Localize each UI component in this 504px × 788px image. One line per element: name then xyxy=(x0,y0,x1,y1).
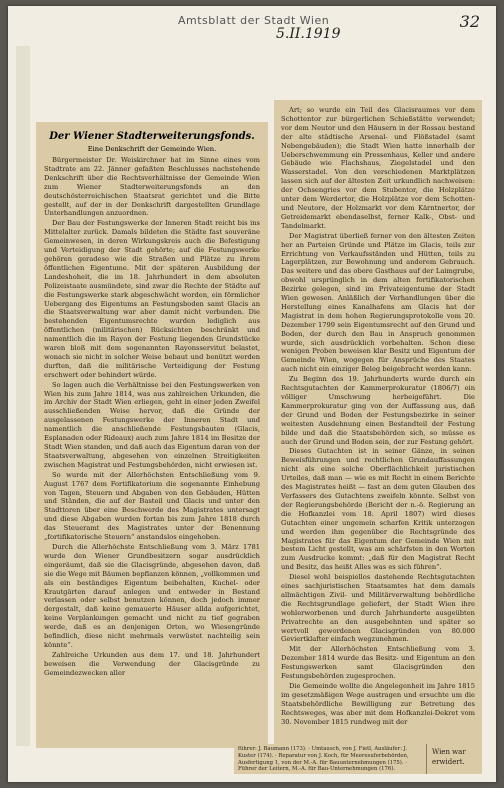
footnote-block xyxy=(234,744,482,774)
footnote-divider xyxy=(426,744,427,774)
paragraph: So lagen auch die Verhältnisse bei den Festungswerken von Wien bis zum Jahre 1814, was aus zahlreichen Urkunden, die im Archiv der Stadt Wien erliegen, geht in einer jeden Zweifel ausschließenden Weise hervor, daß die Gründe der ausgelassenen Festungswerke der Inneren Stadt und namentlich die anschließende Festungsbauten (Glacis, Esplanaden oder Rideaux) auch zum Jahre 1814 im Besitze der Stadt Wien standen, und daß auch das Eigentum daran von der Staatsverwaltung, abgesehen von einzelnen Streitigkeiten zwischen Magistrat und Festungsbehörden, nicht erwiesen ist. xyxy=(44,380,260,469)
paragraph: Mit der Allerhöchsten Entschließung vom 3. Dezember 1814 wurde das Besitz- und Eigentum an den Festungswerken samt Glacisgründen den Festungsbehörden zugesprochen. xyxy=(281,645,475,681)
article-title: Der Wiener Stadterweiterungsfonds. xyxy=(49,131,255,142)
paragraph: Die Gemeinde wollte die Angelegenheit im Jahre 1815 im gesetzmäßigen Wege austragen und ersuchte um die Staatsbehördliche Bewilligung zur Betretung des Rechtsweges, was aber mit dem Hofkanzlei-Dekret vom 30. November 1815 rundweg mit der xyxy=(281,682,475,726)
paper-margin xyxy=(16,46,30,746)
publication-header: Amtsblatt der Stadt Wien xyxy=(178,14,330,27)
article-body-left xyxy=(44,156,260,678)
paragraph: Dieses Gutachten ist in seiner Gänze, in seinen Beweisführungen und rechtlichen Grundauffassungen nicht als eine solche Oberflächlichkeit juristischen Urteiles, daß man — wie es mit Recht in einem Berichte des Magistrates heißt — fast an dem guten Glauben des Verfassers des Gutachtens zweifeln könnte. Selbst von der Regierungsbehörde (Bericht der n.-ö. Regierung an die Hofkanzlei vom 18. April 1807) wird dieses Gutachten einer ungemein scharfen Kritik unterzogen und werden ihm gegenüber die Rechtsgründe des Magistrates für das Eigentum der Gemeinde Wien mit bestem Licht gestellt, was am schärfsten in den Worten zum Ausdrucke kommt: „daß für den Magistrat Recht und Besitz, das heißt Alles was es sich führen“. xyxy=(281,447,475,572)
page-number: 32 xyxy=(459,12,480,31)
footnote-text: führer: J. Baumann (173). · Umtausch, von J. Fietl, Ausläufer: J. Kuster (174). · Reparatur von J. Koch, für Meeresuferbehörden, Ausfertigung 1, von der M.-A. für Bauunternehmungen (175). · Führer der Leitern, M.-A. für Bau-Unternehmungen (176). xyxy=(238,746,409,773)
footnote-continuation: Wien war erwidert. xyxy=(432,748,466,766)
article-subtitle: Eine Denkschrift der Gemeinde Wien. xyxy=(87,145,217,153)
paragraph: Zahlreiche Urkunden aus dem 17. und 18. Jahrhundert beweisen die Verwendung der Glacisgründe zu Gemeindezwecken aller xyxy=(44,650,260,677)
paragraph: Der Magistrat überließ ferner von den ältesten Zeiten her an Parteien Gründe und Plätze im Glacis, teils zur Errichtung von Verkaufsständen und Hütten, teils zu Lagerplätzen, zur Bewohnung und anderem Gebrauch. Das weitere und das obere Gasthaus auf der Laimgrube, obwohl ursprünglich in dem alten fortifikatorischen Bezirke gelegen, sind im Privateigentume der Stadt Wien gewesen. Anläßlich der Verhandlungen über die Herstellung eines Kanalhafens am Glacis hat der Magistrat in dem hohen Regierungsprotokolle vom 20. Dezember 1799 sein Eigentumsrecht auf den Grund und Boden, der durch den Bau in Anspruch genommen wurde, sich ausdrücklich vorbehalten. Schon diese wenigen Proben beweisen klar Besitz und Eigentum der Gemeinde Wien, wogegen für Ansprüche des Staates auch nicht ein einziger Beleg beigebracht werden kann. xyxy=(281,231,475,374)
paragraph: Zu Beginn des 19. Jahrhunderts wurde durch ein Rechtsgutachten der Kammerprokuratur (1806/7) ein völliger Umschwung herbeigeführt. Die Kammerprokuratur ging von der Auffassung aus, daß der Grund und Boden der Festungsbezirke in seiner weitesten Ausdehnung einen Bestandteil der Festung bilde und daß die Staatsbehörden sich, so müsse es auch der Grund und Boden sein, der zur Festung gehört. xyxy=(281,375,475,446)
paragraph: So wurde mit der Allerhöchsten Entschließung vom 9. August 1767 dem Fortifikatorium die sogenannte Einhebung von Tagen, Steuern und Abgaben von den Gebäuden, Hütten und Ständen, die auf der Basteil und Glacis und unter den Stadttoren über eine Beschwerde des Magistrates untersagt und diese Abgaben wurden fortan bis zum Jahre 1818 durch das Steueramt des Magistrates unter der Benennung „fortifikatorische Steuern“ anstandslos eingehoben. xyxy=(44,470,260,542)
handwritten-date: 5.II.1919 xyxy=(276,26,341,42)
article-body-right xyxy=(281,106,475,727)
paragraph: Der Bau der Festungswerke der Inneren Stadt reicht bis ins Mittelalter zurück. Damals bildeten die Städte fast souveräne Gemeinwesen, in deren Wirkungskreis auch die Befestigung und Verteidigung der Stadt gehörte; auf die Festungswerke gehören geradeso wie die Straßen und Plätze zu ihrem öffentlichen Eigentume. Mit der späteren Ausbildung der Landeshoheit, die im 18. Jahrhundert in dem absoluten Polizeistaate ausmündete, sind zwar die Rechte der Städte auf die Festungswerke stark abgeschwächt worden, ein förmlicher Uebergang des Eigentums an Festungsboden samt Glacis an die Staatsverwaltung war aber damit nicht verbunden. Die bestehenden Eigentumsrechte wurden lediglich aus öffentlichen (militärischen) Rücksichten beschränkt und namentlich die im Rayon der Festung liegenden Grundstücke waren bloß mit dem sogenannten Rayonsservitut belastet, wonach sie nicht in solcher Weise bebaut und benützt werden durften, daß die militärische Verteidigung der Festung erschwert oder behindert würde. xyxy=(44,219,260,379)
paragraph: Bürgermeister Dr. Weiskirchner hat im Sinne eines vom Stadtrate am 22. Jänner gefaßten Beschlusses nachstehende Denkschrift über die Rechtsverhältnisse der Gemeinde Wien zum Wiener Stadterweiterungsfonds an den deutschösterreichischen Staatsrat gerichtet und die Bitte gestellt, auf der in der Denkschrift dargestellten Grundlage Unterhandlungen anzuordnen. xyxy=(44,156,260,218)
paragraph: Durch die Allerhöchste Entschließung vom 3. März 1781 wurde den Wiener Grundbesitzern sogar ausdrücklich eingeräumt, daß sie die Glacisgründe, abgesehen davon, daß sie die Wege mit Bäumen bepflanzen können, „vollkommen und als ein beständiges Eigentum beibehalten, Kuchel- oder Krautgärten darauf anlegen und entweder in Bestand verlassen oder selbst benutzen können, doch jedoch immer dergestalt, daß keine gemauerte Häuser allda aufgerichtet, keine Verplankungen gemacht und nicht zu tief gegraben werde, daß es an denjenigen Orten, wo Wiesengründe befindlich, diese nicht mehrmals verwüstet nachteilig sein könnte“. xyxy=(44,542,260,649)
newspaper-page xyxy=(8,6,496,782)
article-column-left xyxy=(36,122,268,748)
paragraph: Art; so wurde ein Teil des Glacisraumes vor dem Schottentor zur bürgerlichen Schießstätte verwendet; vor dem Neutor und den Häusern in der Rossau bestand der alte städtische Arsenal- und Flößstadel (samt Nebengebäuden); die Stadt Wien hatte innerhalb der Ueberschwemmung ein Pressenhaus, Keller und andere Gebäude wie Flachshaus, Ziegelstadel und den Wasserstadel. Von den verschiedenen Marktplätzen lassen sich auf der ältesten Zeit urkundlich nachweisen: der Ochsengries vor dem Stubentor, die Holzplätze unter dem Werdertor, die Holzplätze vor dem Schotten- und Neutore, der Holzmarkt vor dem Kärntnertor, der Getreidemarkt ebendaselbst, ferner Kalk-, Obst- und Tandelmarkt. xyxy=(281,106,475,230)
paragraph: Diesel wohl beispiellos dastehende Rechtsgutachten eines sachjuristischen Staatsamtes hat dem damals allmächtigen Zivil- und Militärverwaltung behördliche die Rechtsgrundlage geliefert, der Stadt Wien ihre wohlerworbenen und durch Jahrhunderte ausgeübten Privatrechte an den ausgebehnten und später so wertvoll gewordenen Glacisgründen von 80.000 Geviertklafter einfach wegzunehmen. xyxy=(281,573,475,644)
article-column-right xyxy=(274,100,482,748)
